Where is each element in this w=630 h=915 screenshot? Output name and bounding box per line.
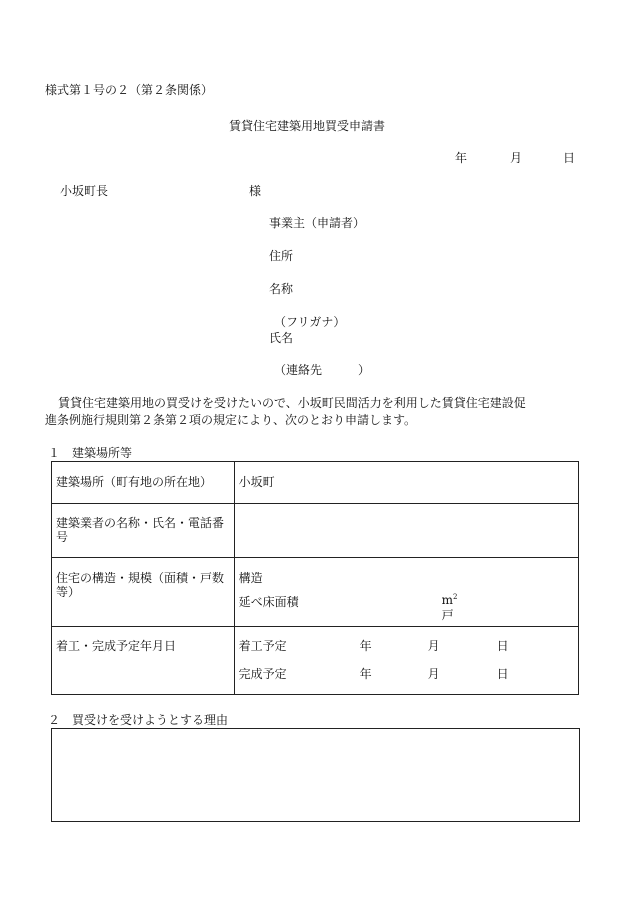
addressee-name: 小坂町長 [60, 184, 109, 198]
end-day-label: 日 [496, 667, 509, 681]
structure-label: 住宅の構造・規模（面積・戸数等） [56, 571, 225, 599]
table-row-builder [52, 504, 579, 558]
date-month-label: 月 [510, 151, 523, 165]
start-month-label: 月 [427, 639, 440, 653]
page-title: 賃貸住宅建築用地買受申請書 [229, 119, 386, 133]
floor-area-unit: $m^2$ [441, 593, 458, 607]
end-month-label: 月 [427, 667, 440, 681]
start-date-label: 着工予定 [238, 639, 287, 653]
applicant-heading: 事業主（申請者） [269, 216, 366, 230]
section2-heading: ２ 買受けを受けようとする理由 [48, 713, 229, 727]
reason-field[interactable] [51, 728, 580, 822]
start-day-label: 日 [496, 639, 509, 653]
form-number: 様式第１号の２（第２条関係） [45, 83, 214, 97]
builder-label: 建築業者の名称・氏名・電話番号 [56, 516, 225, 544]
addressee-honorific: 様 [249, 184, 262, 198]
body-text-line1: 賃貸住宅建築用地の買受けを受けたいので、小坂町民間活力を利用した賃貸住宅建設促 [58, 396, 526, 410]
applicant-name-label: 氏名 [269, 331, 294, 345]
location-value: 小坂町 [238, 475, 275, 489]
date-year-label: 年 [455, 151, 468, 165]
table-row-schedule [52, 627, 579, 695]
units-unit: 戸 [441, 608, 454, 622]
applicant-address-label: 住所 [269, 249, 294, 263]
section1-heading: １ 建築場所等 [48, 446, 133, 460]
start-year-label: 年 [359, 639, 372, 653]
building-info-table [51, 461, 579, 695]
end-year-label: 年 [359, 667, 372, 681]
applicant-company-label: 名称 [269, 282, 294, 296]
applicant-furigana-label: （フリガナ） [274, 315, 346, 329]
schedule-label: 着工・完成予定年月日 [56, 639, 177, 653]
applicant-contact-label: （連絡先 ） [274, 363, 371, 377]
table-row-structure [52, 558, 579, 627]
structure-type-label: 構造 [238, 571, 263, 585]
table-row-location [52, 462, 579, 504]
body-text-line2: 進条例施行規則第２条第２項の規定により、次のとおり申請します。 [45, 413, 417, 427]
location-label: 建築場所（町有地の所在地） [56, 475, 213, 489]
end-date-label: 完成予定 [238, 667, 287, 681]
date-day-label: 日 [563, 151, 576, 165]
floor-area-label: 延べ床面積 [238, 595, 299, 609]
